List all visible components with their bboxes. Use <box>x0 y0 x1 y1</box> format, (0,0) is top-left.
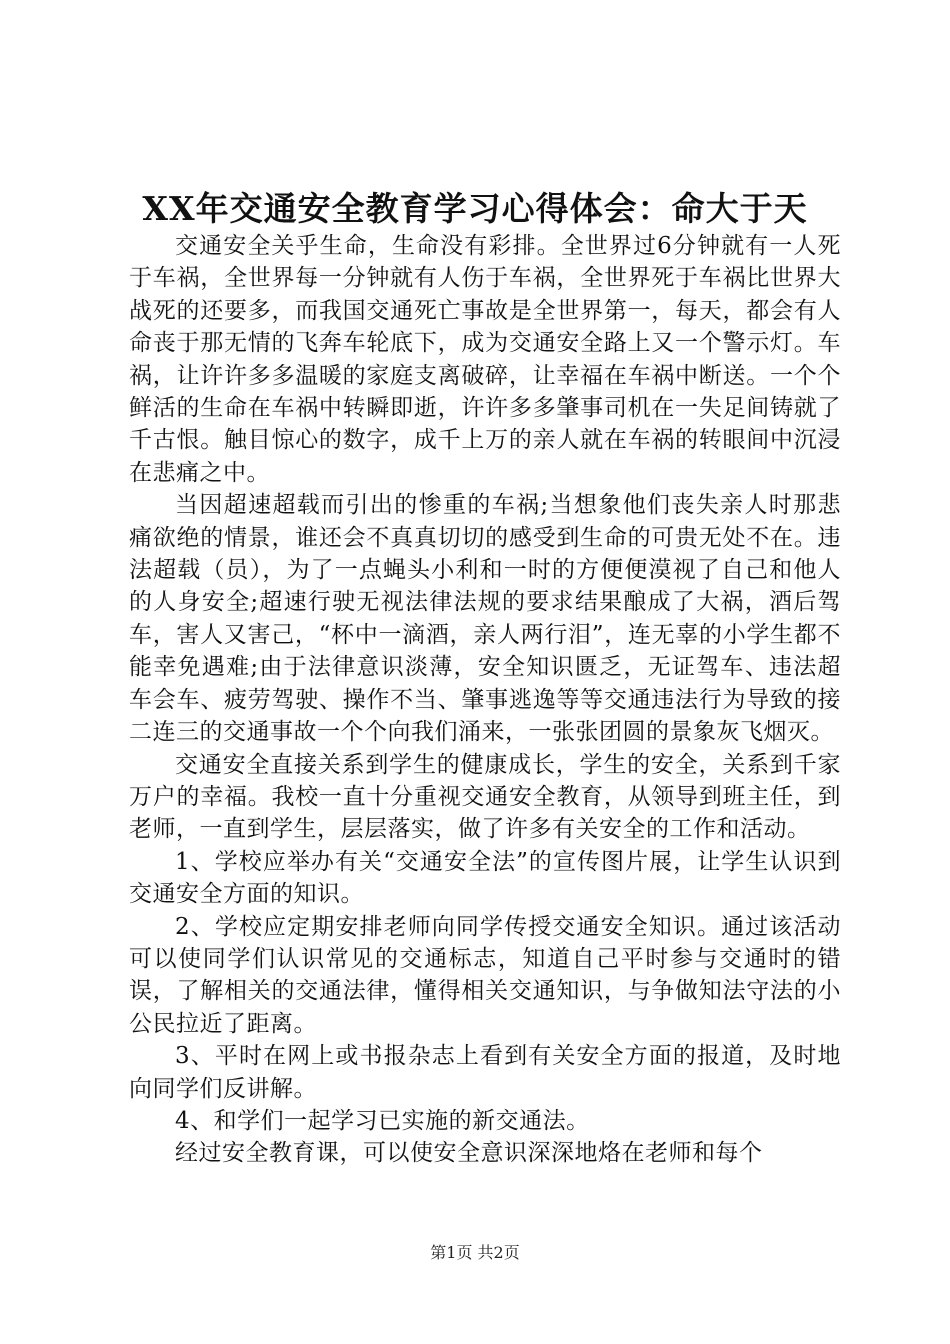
document-title: XX年交通安全教育学习心得体会：命大于天 <box>142 189 808 228</box>
paragraph: 交通安全直接关系到学生的健康成长，学生的安全，关系到千家万户的幸福。我校一直十分重视交通安全教育，从领导到班主任，到老师，一直到学生，层层落实，做了许多有关安全的工作和活动。 <box>129 751 841 843</box>
document-body <box>129 230 841 1170</box>
list-item: 3、平时在网上或书报杂志上看到有关安全方面的报道，及时地向同学们反讲解。 <box>129 1043 841 1102</box>
paragraph: 交通安全关乎生命，生命没有彩排。全世界过6分钟就有一人死于车祸，全世界每一分钟就有人伤于车祸，全世界死于车祸比世界大战死的还要多，而我国交通死亡事故是全世界第一，每天，都会有人命丧于那无情的飞奔车轮底下，成为交通安全路上又一个警示灯。车祸，让许许多多温暖的家庭支离破碎，让幸福在车祸中断送。一个个鲜活的生命在车祸中转瞬即逝，许许多多肇事司机在一失足间铸就了千古恨。触目惊心的数字，成千上万的亲人就在车祸的转眼间中沉浸在悲痛之中。 <box>129 233 841 486</box>
list-item: 2、学校应定期安排老师向同学传授交通安全知识。通过该活动可以使同学们认识常见的交通标志，知道自己平时参与交通时的错误，了解相关的交通法律，懂得相关交通知识，与争做知法守法的小公民拉近了距离。 <box>129 913 841 1037</box>
page-number-footer: 第1页 共2页 <box>430 1243 520 1262</box>
paragraph: 经过安全教育课，可以使安全意识深深地烙在老师和每个 <box>175 1140 763 1167</box>
list-item: 1、学校应举办有关“交通安全法”的宣传图片展，让学生认识到交通安全方面的知识。 <box>129 848 841 908</box>
list-item: 4、和学们一起学习已实施的新交通法。 <box>175 1107 590 1134</box>
paragraph: 当因超速超载而引出的惨重的车祸;当想象他们丧失亲人时那悲痛欲绝的情景，谁还会不真真切切的感受到生命的可贵无处不在。违法超载（员），为了一点蝇头小利和一时的方便便漠视了自己和他人的人身安全;超速行驶无视法律法规的要求结果酿成了大祸，酒后驾车，害人又害己，“杯中一滴酒，亲人两行泪”，连无辜的小学生都不能幸免遇难;由于法律意识淡薄，安全知识匮乏，无证驾车、违法超车会车、疲劳驾驶、操作不当、肇事逃逸等等交通违法行为导致的接二连三的交通事故一个个向我们涌来，一张张团圆的景象灰飞烟灭。 <box>129 492 841 746</box>
